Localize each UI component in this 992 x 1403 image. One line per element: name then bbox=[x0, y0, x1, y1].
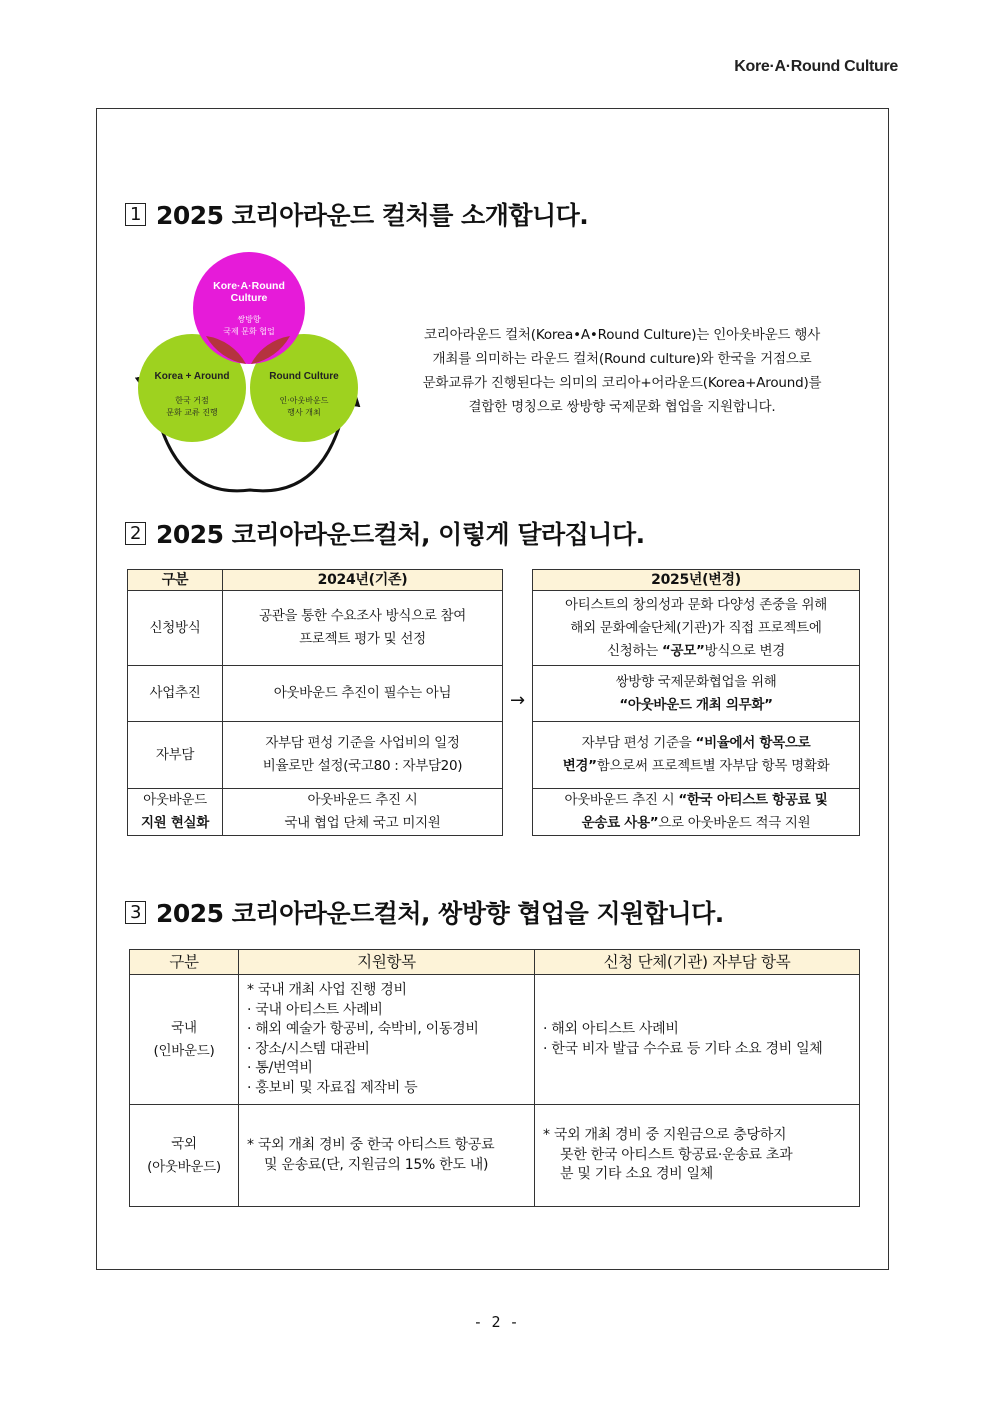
table-row bbox=[533, 789, 860, 836]
support-items: * 국내 개최 사업 진행 경비 · 국내 아티스트 사례비 · 해외 예술가 항공비, 숙박비, 이동경비 · 장소/시스템 대관비 · 통/번역비 · 홍보비 및 자료집 제작비 등 bbox=[239, 975, 535, 1105]
brand-logo: Kore·A·Round Culture bbox=[734, 58, 898, 75]
row-content: 아티스트의 창의성과 문화 다양성 존중을 위해 해외 문화예술단체(기관)가 직접 프로젝트에 신청하는 “공모”방식으로 변경 bbox=[533, 591, 860, 666]
venn-top-title2: Culture bbox=[230, 292, 268, 304]
section3-heading bbox=[125, 894, 724, 930]
header-category: 구분 bbox=[130, 950, 239, 975]
row-content: 아웃바운드 추진이 필수는 아님 bbox=[223, 666, 503, 722]
header-category: 구분 bbox=[128, 570, 223, 591]
table-row bbox=[533, 666, 860, 722]
intro-line: 개최를 의미하는 라운드 컬처(Round culture)와 한국을 거점으로 bbox=[432, 351, 812, 367]
table-row bbox=[128, 789, 503, 836]
row-label: 아웃바운드 지원 현실화 bbox=[128, 789, 223, 836]
table-row bbox=[533, 722, 860, 789]
self-burden-items: * 국외 개최 경비 중 지원금으로 충당하지 못한 한국 아티스트 항공료·운송료 초과 분 및 기타 소요 경비 일체 bbox=[535, 1105, 860, 1207]
row-label: 자부담 bbox=[128, 722, 223, 789]
venn-top-title1: Kore·A·Round bbox=[213, 280, 285, 292]
header-self-burden: 신청 단체(기관) 자부담 항목 bbox=[535, 950, 860, 975]
section2-heading bbox=[125, 515, 645, 551]
row-content: 쌍방향 국제문화협업을 위해 “아웃바운드 개최 의무화” bbox=[533, 666, 860, 722]
comparison-table-2024 bbox=[127, 569, 503, 836]
venn-right-sub1: 인·아웃바운드 bbox=[279, 396, 329, 405]
venn-diagram bbox=[130, 250, 370, 495]
table-row bbox=[130, 1105, 860, 1207]
venn-top-sub1: 쌍방향 bbox=[237, 315, 261, 324]
support-items: * 국외 개최 경비 중 한국 아티스트 항공료 및 운송료(단, 지원금의 15% 한도 내) bbox=[239, 1105, 535, 1207]
section2-title: 2025 코리아라운드컬처, 이렇게 달라집니다. bbox=[156, 520, 645, 549]
self-burden-items: · 해외 아티스트 사례비 · 한국 비자 발급 수수료 등 기타 소요 경비 일체 bbox=[535, 975, 860, 1105]
intro-line: 결합한 명칭으로 쌍방향 국제문화 협업을 지원합니다. bbox=[468, 399, 776, 415]
table-row bbox=[130, 975, 860, 1105]
row-content: 아웃바운드 추진 시 국내 협업 단체 국고 미지원 bbox=[223, 789, 503, 836]
header-2024: 2024년(기존) bbox=[223, 570, 503, 591]
comparison-table-2025 bbox=[532, 569, 860, 836]
header-support: 지원항목 bbox=[239, 950, 535, 975]
section1-title: 2025 코리아라운드 컬처를 소개합니다. bbox=[156, 201, 589, 230]
circle-top bbox=[193, 252, 305, 364]
venn-left-sub1: 한국 거점 bbox=[175, 396, 209, 405]
section1-number: 1 bbox=[125, 203, 146, 226]
row-label: 사업추진 bbox=[128, 666, 223, 722]
table-row bbox=[128, 666, 503, 722]
header-2025: 2025년(변경) bbox=[533, 570, 860, 591]
venn-left-title: Korea + Around bbox=[154, 371, 230, 382]
venn-right-sub2: 행사 개최 bbox=[287, 408, 321, 417]
section1-heading bbox=[125, 196, 588, 232]
row-content: 자부담 편성 기준을 사업비의 일정 비율로만 설정(국고80 : 자부담20) bbox=[223, 722, 503, 789]
change-arrow: → bbox=[510, 690, 526, 711]
row-label: 국외 (아웃바운드) bbox=[130, 1105, 239, 1207]
venn-right-title: Round Culture bbox=[269, 371, 339, 382]
venn-left-sub2: 문화 교류 진행 bbox=[166, 408, 218, 417]
row-label: 국내 (인바운드) bbox=[130, 975, 239, 1105]
table-row bbox=[128, 722, 503, 789]
row-content: 아웃바운드 추진 시 “한국 아티스트 항공료 및 운송료 사용”으로 아웃바운드 적극 지원 bbox=[533, 789, 860, 836]
table-row bbox=[128, 591, 503, 666]
row-content: 공관을 통한 수요조사 방식으로 참여 프로젝트 평가 및 선정 bbox=[223, 591, 503, 666]
intro-line: 문화교류가 진행된다는 의미의 코리아+어라운드(Korea+Around)를 bbox=[422, 375, 822, 391]
table-row bbox=[533, 591, 860, 666]
section3-title: 2025 코리아라운드컬처, 쌍방향 협업을 지원합니다. bbox=[156, 899, 724, 928]
intro-line: 코리아라운드 컬처(Korea•A•Round Culture)는 인아웃바운드 행사 bbox=[423, 327, 821, 343]
support-table bbox=[129, 949, 860, 1207]
venn-top-sub2: 국제 문화 협업 bbox=[223, 327, 275, 336]
section2-number: 2 bbox=[125, 522, 146, 545]
section3-number: 3 bbox=[125, 901, 146, 924]
row-label: 신청방식 bbox=[128, 591, 223, 666]
row-content: 자부담 편성 기준을 “비율에서 항목으로 변경”함으로써 프로젝트별 자부담 항목 명확화 bbox=[533, 722, 860, 789]
intro-paragraph bbox=[396, 323, 848, 419]
page-number: - 2 - bbox=[473, 1313, 519, 1331]
